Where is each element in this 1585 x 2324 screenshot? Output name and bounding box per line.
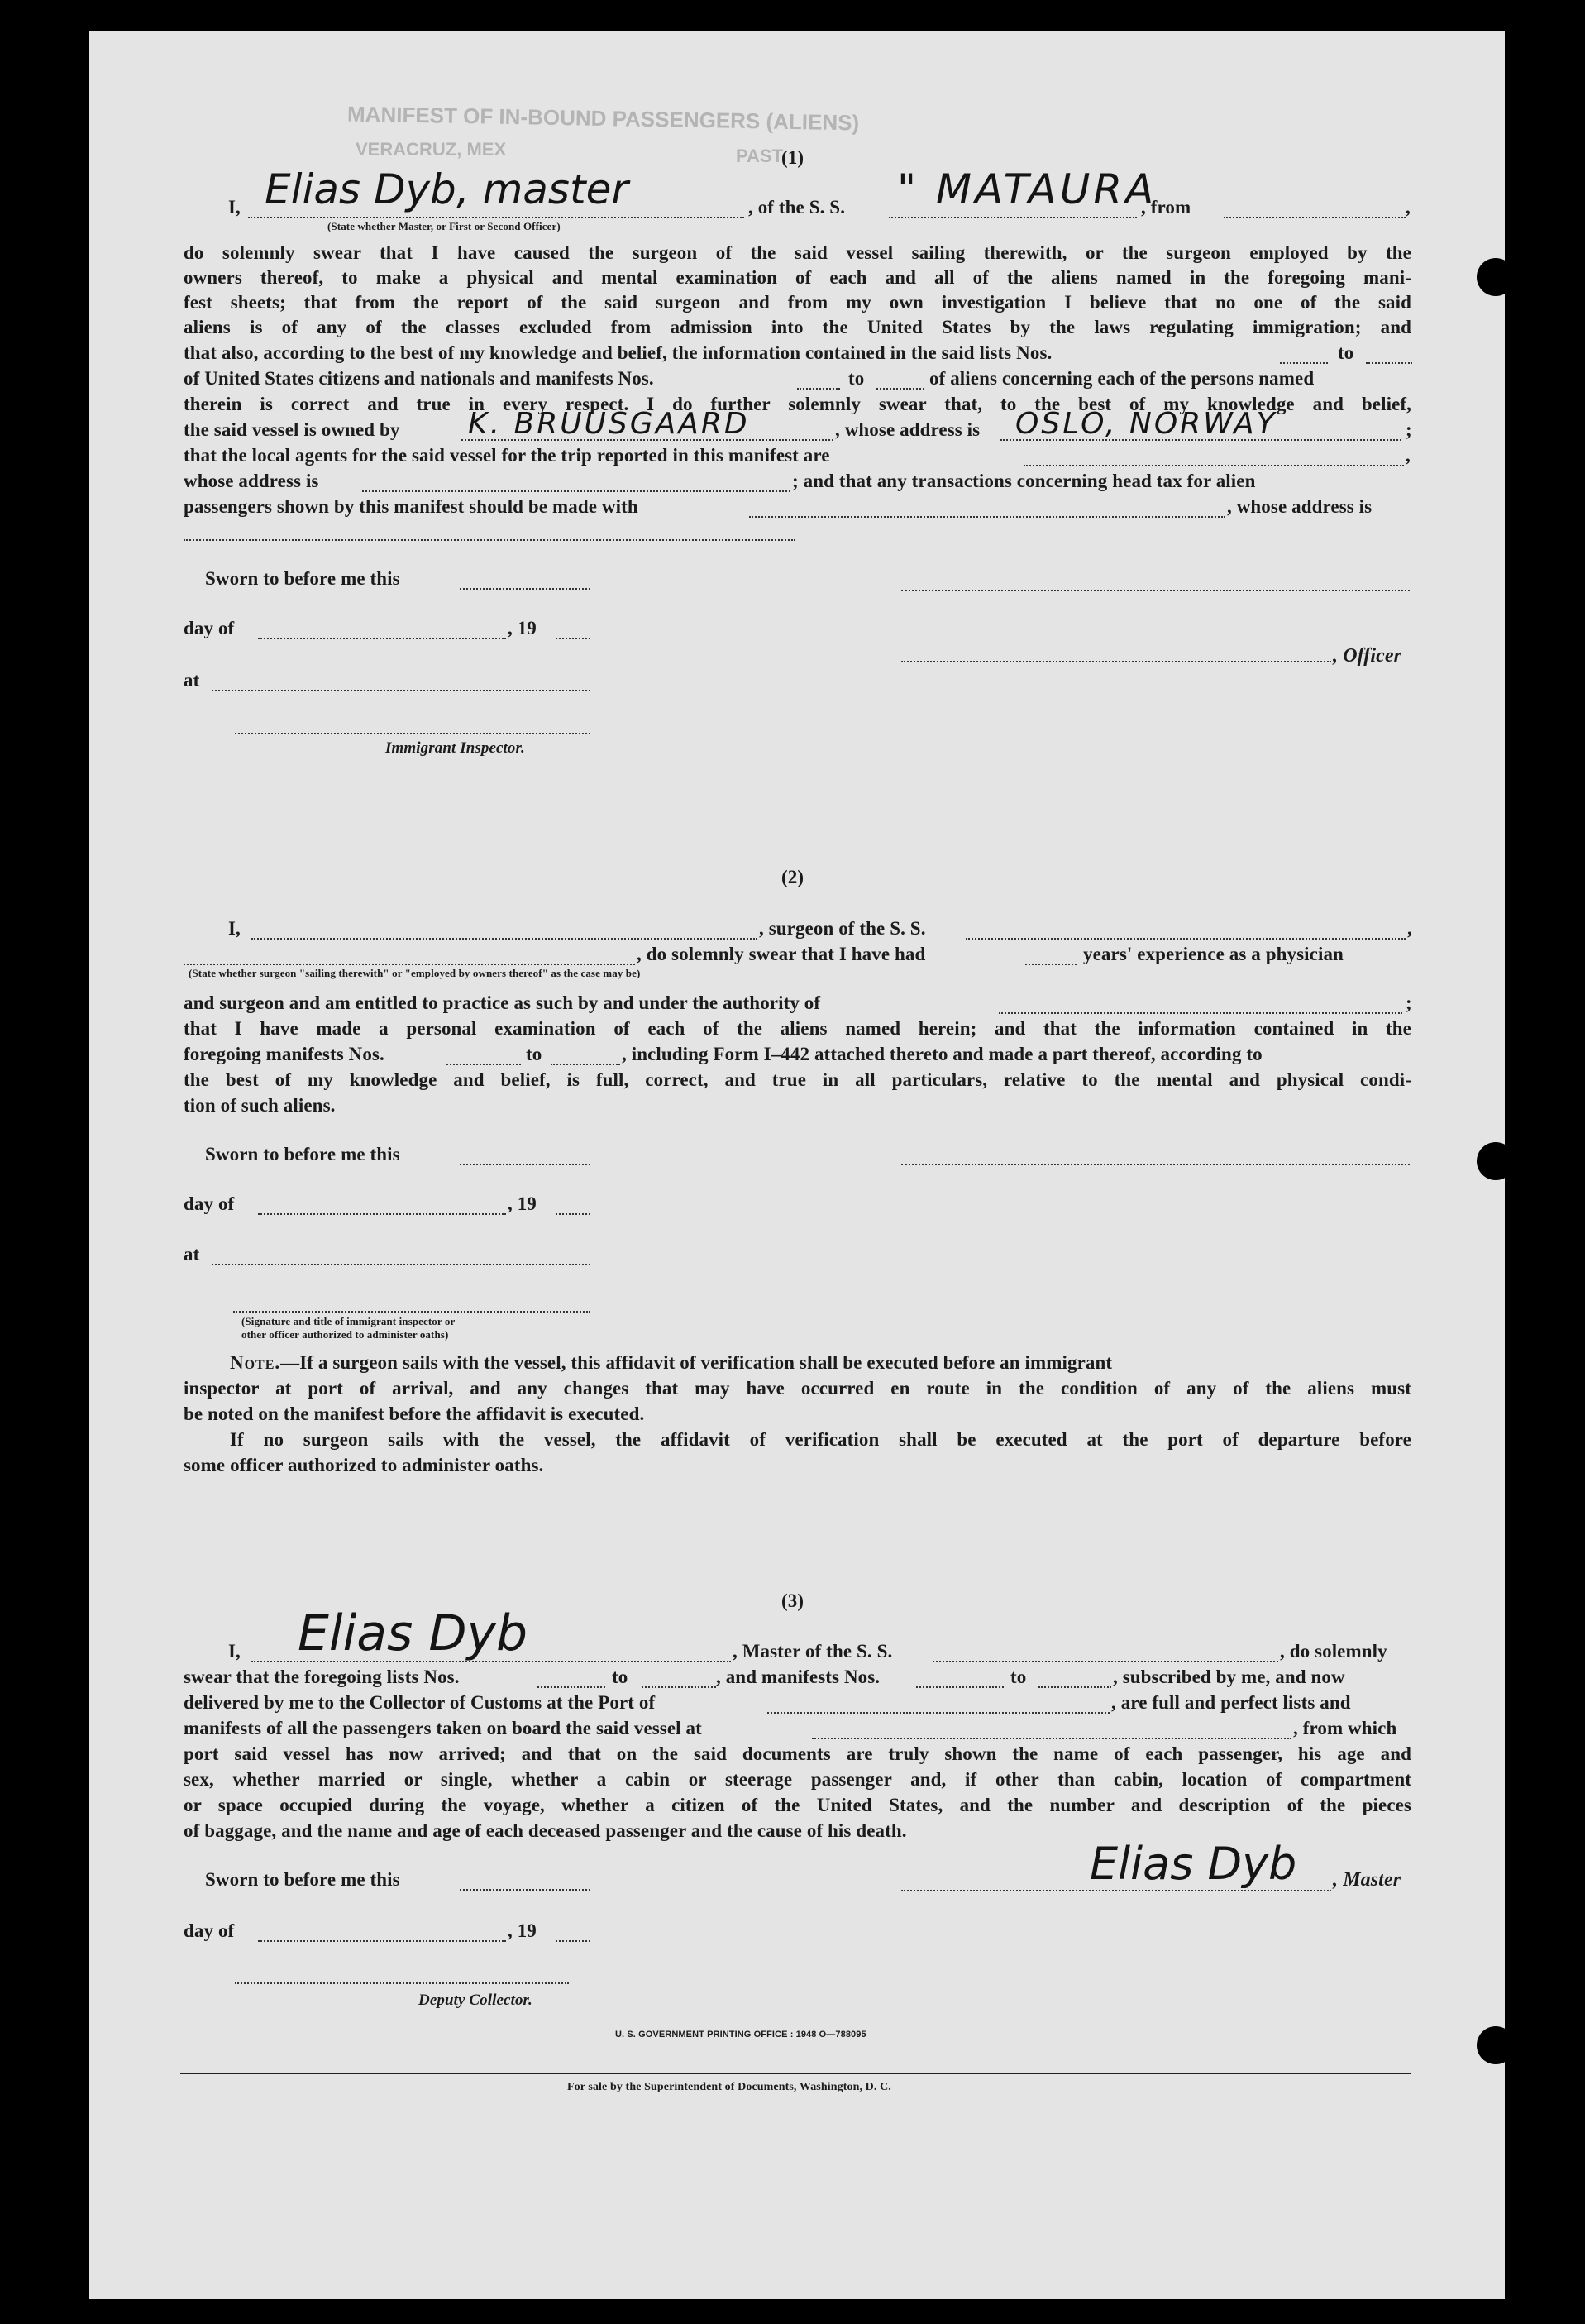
s1-para-line-6: of United States citizens and nationals and manifests Nos. [184, 368, 654, 389]
s2-sig-caption-1: (Signature and title of immigrant inspector or [241, 1315, 456, 1327]
s1-agents-address-line [362, 490, 790, 492]
s2-day-line [258, 1213, 506, 1215]
s2-sig-caption-2: other officer authorized to administer oaths) [241, 1328, 449, 1341]
s3-line-4a: manifests of all the passengers taken on board the said vessel at [184, 1718, 702, 1738]
s1-owner-address-handwritten: OSLO, NORWAY [1015, 407, 1277, 441]
s1-of-ss: , of the S. S. [748, 197, 846, 218]
s3-i-label: I, [228, 1641, 241, 1662]
s3-manifests-to: to [1010, 1666, 1027, 1687]
s2-day-of: day of [184, 1193, 235, 1214]
s3-master-sig-line [901, 1890, 1331, 1891]
s2-surgeon-of: , surgeon of the S. S. [759, 918, 926, 939]
s1-inspector-line [235, 733, 590, 734]
s1-manifests-to-line [876, 388, 924, 390]
s2-manifests-to-line [551, 1064, 620, 1065]
s3-port-line [767, 1712, 1110, 1714]
section-3-number: (3) [781, 1590, 804, 1611]
s3-deputy-line [235, 1982, 569, 1984]
s1-at-line [212, 690, 590, 691]
s3-master-of-ss: , Master of the S. S. [733, 1641, 893, 1662]
s1-year-line [556, 638, 590, 639]
s2-sworn-line [460, 1164, 590, 1165]
faded-header-line-1: MANIFEST OF IN-BOUND PASSENGERS (ALIENS) [346, 101, 860, 136]
s1-master-line [248, 217, 744, 218]
s1-master-handwritten: Elias Dyb, master [265, 165, 628, 213]
s3-lists-to: to [612, 1666, 628, 1687]
punch-hole-middle [1477, 1142, 1515, 1180]
s2-para-line-5: tion of such aliens. [184, 1095, 336, 1116]
section-1-number: (1) [781, 147, 804, 168]
s1-from-label: , from [1141, 197, 1191, 218]
s1-vessel-handwritten: " MATAURA [897, 165, 1158, 213]
punch-hole-bottom [1477, 2026, 1515, 2064]
s3-full-perfect: , are full and perfect lists and [1111, 1692, 1351, 1713]
s1-day-line [258, 638, 506, 639]
s3-line-2a: swear that the foregoing lists Nos. [184, 1666, 460, 1687]
s2-para-line-3: foregoing manifests Nos. [184, 1044, 384, 1064]
s2-at: at [184, 1244, 200, 1265]
s1-para-line-4: aliens is of any of the classes excluded from admission into the United States by the laws regulating immigration; and [184, 317, 1411, 337]
s3-sworn-line [460, 1889, 590, 1891]
s1-para-line-2: owners thereof, to make a physical and mental examination of each and all of the aliens named in the foregoing mani- [184, 267, 1411, 288]
s1-final-line [184, 539, 795, 541]
s1-lists-to: to [1338, 342, 1354, 363]
section-2-number: (2) [781, 867, 804, 887]
s2-semicolon: ; [1406, 992, 1412, 1013]
s3-do-solemnly: , do solemnly [1280, 1641, 1387, 1662]
s1-lists-to-line [1366, 362, 1412, 364]
s3-manifests-from-line [916, 1686, 1004, 1688]
s2-swear-years: , do solemnly swear that I have had [637, 944, 926, 964]
s1-nineteen: , 19 [508, 618, 537, 638]
s2-comma: , [1407, 918, 1412, 939]
s3-and-manifests: , and manifests Nos. [716, 1666, 881, 1687]
s2-years-line [1025, 964, 1077, 965]
s2-including: , including Form I–442 attached thereto and made a part thereof, according to [622, 1044, 1263, 1064]
s1-from-line [1224, 217, 1406, 218]
s2-manifests-to: to [526, 1044, 542, 1064]
s3-para-line-4: of baggage, and the name and age of each deceased passenger and the cause of his death. [184, 1820, 907, 1841]
s2-year-line [556, 1213, 590, 1215]
s1-para-line-8: the said vessel is owned by [184, 419, 400, 440]
s1-para-line-1: do solemnly swear that I have caused the surgeon of the said vessel sailing therewith, or the surgeon employed by the [184, 242, 1411, 263]
s1-vessel-line [889, 217, 1137, 218]
s2-at-line [212, 1264, 590, 1265]
s2-inspector-line [233, 1311, 590, 1313]
s2-note-line-1 [230, 1351, 1411, 1375]
s3-line-3a: delivered by me to the Collector of Customs at the Port of [184, 1692, 656, 1713]
s1-comma-b: , [1406, 445, 1411, 466]
s1-lists-from-line [1280, 362, 1328, 364]
s2-vessel-line [966, 938, 1406, 940]
s3-signature-handwritten: Elias Dyb [1090, 1838, 1297, 1890]
s1-officer-label: , Officer [1333, 645, 1402, 667]
s1-head-tax: ; and that any transactions concerning head tax for alien [792, 471, 1256, 491]
s1-comma-a: , [1406, 197, 1411, 218]
s1-master-caption: (State whether Master, or First or Second Officer) [327, 220, 561, 232]
s1-para-line-5: that also, according to the best of my knowledge and belief, the information contained in the said lists Nos. [184, 342, 1053, 363]
s3-lists-to-line [642, 1686, 716, 1688]
s2-authority-line [999, 1012, 1402, 1014]
s1-para-line-10: whose address is [184, 471, 319, 491]
s2-officer-sig-line [901, 1164, 1410, 1165]
s2-caption: (State whether surgeon "sailing therewith" or "employed by owners thereof" as the case may be) [189, 967, 641, 979]
s1-day-of: day of [184, 618, 235, 638]
s1-i-label: I, [228, 197, 241, 218]
s1-manifests-from-line [797, 388, 840, 390]
s3-from-which: , from which [1293, 1718, 1397, 1738]
s2-sailing-line [184, 964, 635, 965]
s3-para-line-3: or space occupied during the voyage, whether a citizen of the United States, and the number and description of the pieces [184, 1795, 1411, 1815]
s1-owner-handwritten: K. BRUUSGAARD [468, 407, 750, 441]
s3-master-handwritten: Elias Dyb [298, 1604, 528, 1662]
s3-para-line-2: sex, whether married or single, whether a cabin or steerage passenger and, if other than cabin, location of compartment [184, 1769, 1411, 1790]
s1-head-tax-line [749, 516, 1225, 518]
s2-note2-line-1: If no surgeon sails with the vessel, the affidavit of verification shall be executed at the port of departure before [230, 1429, 1411, 1450]
s2-note-text-1: —If a surgeon sails with the vessel, this affidavit of verification shall be executed before an immigrant [280, 1352, 1113, 1373]
s2-manifests-from-line [446, 1064, 521, 1065]
s3-master-label: , Master [1333, 1869, 1401, 1891]
s2-sworn: Sworn to before me this [205, 1144, 400, 1164]
s2-surgeon-name-line [251, 938, 757, 940]
s1-officer-sig-line-1 [901, 590, 1410, 591]
punch-hole-top [1477, 258, 1515, 296]
faded-header-line-2: VERACRUZ, MEX [356, 139, 507, 160]
s1-sworn: Sworn to before me this [205, 568, 400, 589]
s1-officer-sig-line-2 [901, 661, 1331, 662]
s1-whose-address-end: , whose address is [1227, 496, 1373, 517]
s3-lists-from-line [537, 1686, 605, 1688]
s1-para-line-7: therein is correct and true in every respect. I do further solemnly swear that, to the best of my knowledge and belief, [184, 394, 1411, 414]
s3-day-line [258, 1940, 506, 1942]
s2-nineteen: , 19 [508, 1193, 537, 1214]
s3-vessel-line [933, 1661, 1278, 1662]
s1-sworn-line [460, 588, 590, 590]
faded-header-line-3: PAST [736, 146, 784, 166]
s2-note-line-3: be noted on the manifest before the affidavit is executed. [184, 1403, 645, 1424]
s1-at: at [184, 670, 200, 691]
s1-para-line-9: that the local agents for the said vessel for the trip reported in this manifest are [184, 445, 830, 466]
s1-para-line-11: passengers shown by this manifest should be made with [184, 496, 638, 517]
s3-year-line [556, 1940, 590, 1942]
s2-para-line-4: the best of my knowledge and belief, is full, correct, and true in all particulars, relative to the mental and physical condi- [184, 1069, 1411, 1090]
s2-para-line-1: and surgeon and am entitled to practice as such by and under the authority of [184, 992, 821, 1013]
s3-deputy-caption: Deputy Collector. [418, 1992, 532, 2009]
s2-para-line-2: that I have made a personal examination of each of the aliens named herein; and that the information contained in the [184, 1018, 1411, 1039]
s3-nineteen: , 19 [508, 1920, 537, 1941]
s2-years-experience: years' experience as a physician [1083, 944, 1344, 964]
s3-para-line-1: port said vessel has now arrived; and that on the said documents are truly shown the name of each passenger, his age and [184, 1743, 1411, 1764]
s1-agents-line [1024, 465, 1404, 466]
for-sale-line: For sale by the Superintendent of Documents, Washington, D. C. [567, 2081, 891, 2093]
s3-manifests-to-line [1038, 1686, 1111, 1688]
s1-whose-address: , whose address is [835, 419, 981, 440]
s3-sworn: Sworn to before me this [205, 1869, 400, 1890]
s2-note-label: Note. [230, 1352, 281, 1373]
s3-subscribed: , subscribed by me, and now [1113, 1666, 1345, 1687]
s3-day-of: day of [184, 1920, 235, 1941]
s2-note2-line-2: some officer authorized to administer oaths. [184, 1455, 544, 1475]
s1-of-aliens: of aliens concerning each of the persons named [929, 368, 1315, 389]
s1-semicolon-a: ; [1406, 419, 1412, 440]
s1-inspector-caption: Immigrant Inspector. [385, 739, 525, 757]
s2-i-label: I, [228, 918, 241, 939]
footer-rule [180, 2073, 1411, 2074]
s2-note-line-2: inspector at port of arrival, and any changes that may have occurred en route in the condition of any of the aliens must [184, 1378, 1411, 1399]
printing-office-line: U. S. GOVERNMENT PRINTING OFFICE : 1948 O—788095 [615, 2030, 866, 2039]
s1-manifests-to: to [848, 368, 865, 389]
s1-para-line-3: fest sheets; that from the report of the said surgeon and from my own investigation I believe that no one of the said [184, 292, 1411, 313]
s3-boarded-line [812, 1738, 1291, 1739]
